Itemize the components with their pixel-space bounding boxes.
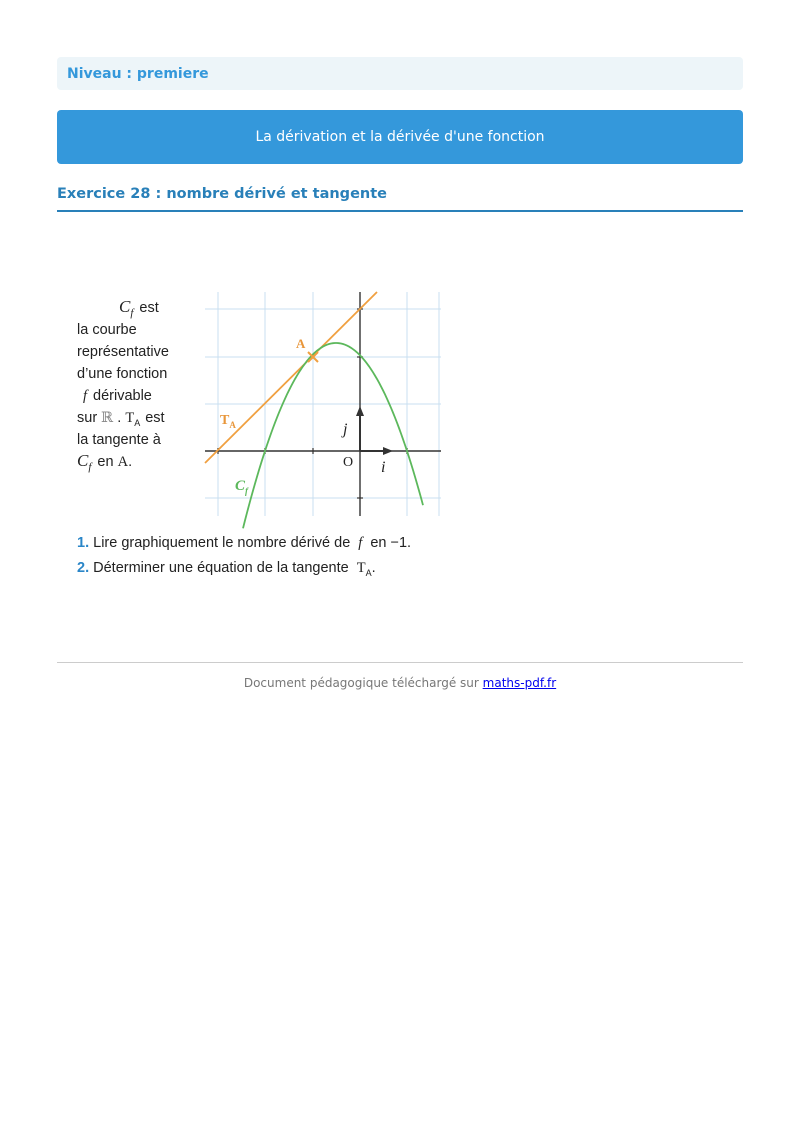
svg-text:Cfest: $C_f$ est <box>119 297 159 319</box>
intro-line-6: est <box>145 410 165 426</box>
tangent-line <box>205 292 377 463</box>
graph <box>205 292 441 528</box>
question-1-text: Lire graphiquement le nombre dérivé de <box>93 535 351 551</box>
svg-text:Cfen A.: $C_f$ en A. <box>77 451 133 473</box>
intro-line-5: dérivable <box>93 388 152 404</box>
tangent-label: $T_A$ <box>220 413 236 430</box>
point-a-label: A <box>296 336 306 351</box>
intro-line-3: représentative <box>77 344 169 360</box>
footer-link[interactable]: maths-pdf.fr <box>482 676 557 690</box>
intro-line-1: est <box>139 300 159 316</box>
question-1-tail: en −1. <box>370 535 412 551</box>
question-2-text: Déterminer une équation de la tangente <box>93 560 349 576</box>
footer-text: Document pédagogique téléchargé sur <box>243 676 479 690</box>
curve-cf <box>243 343 423 528</box>
question-2-tail: . <box>371 560 376 576</box>
intro-line-7: la tangente à <box>77 432 161 448</box>
vector-j-arrow <box>356 406 364 416</box>
intro-text <box>77 297 169 473</box>
unit-i-label: i <box>381 459 386 476</box>
chapter-banner <box>57 110 743 164</box>
intro-line-8: en <box>97 454 114 470</box>
curve-label: $C_f$ <box>235 478 249 496</box>
question-1-number: 1. <box>77 535 90 551</box>
exercise-title: Exercice 28 : nombre dérivé et tangente <box>57 186 743 212</box>
level-label: Niveau : premiere <box>57 57 743 90</box>
svg-text:1. Lire graphiquement le: 1. Lire graphiquement le nombre dérivé de f en −1. <box>77 535 412 551</box>
footer-divider <box>57 662 743 663</box>
svg-text:sur ℝ . TAest: sur ℝ . $T_A$ est <box>77 410 165 428</box>
chapter-title: La dérivation et la dérivée d'une fonction <box>255 129 545 145</box>
svg-text:2. Déterminer une équati: 2. Déterminer une équation de la tangente $T_A$. <box>77 560 376 578</box>
question-2-number: 2. <box>77 560 90 576</box>
exercise-figure <box>75 288 455 588</box>
svg-text:fdérivable: f dérivable <box>83 388 152 404</box>
unit-j-label: j <box>343 421 348 438</box>
footer <box>57 676 743 690</box>
intro-line-4: d’une fonction <box>77 366 168 382</box>
vector-i-arrow <box>383 447 393 455</box>
questions <box>77 535 411 578</box>
intro-line-2: la courbe <box>77 322 137 338</box>
origin-label: O <box>343 455 354 470</box>
